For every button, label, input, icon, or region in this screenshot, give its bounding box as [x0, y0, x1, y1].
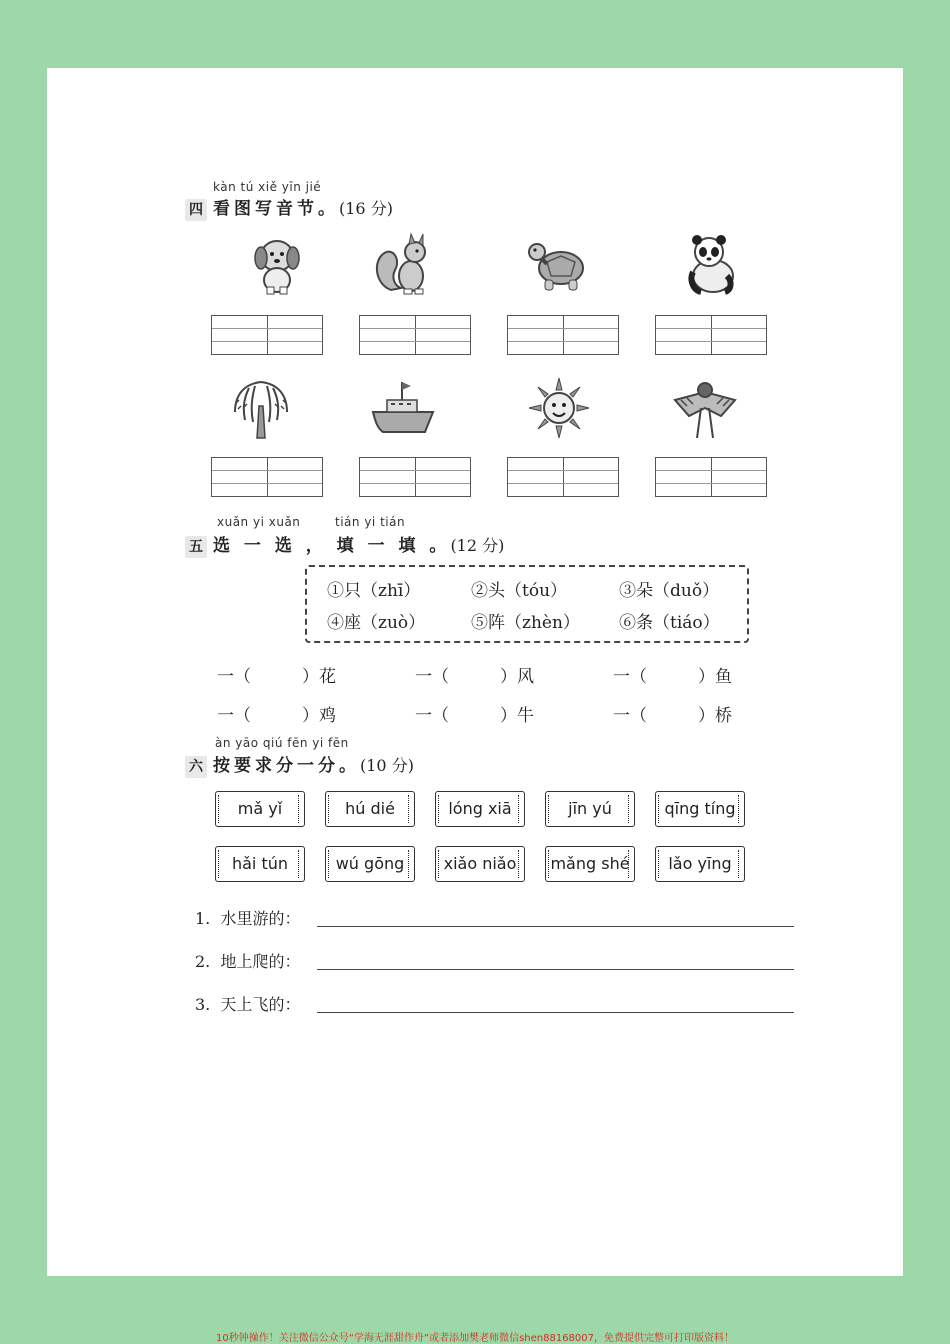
section6-title-text: 按要求分一分。	[213, 756, 360, 776]
option-item: ③朵（duǒ）	[619, 581, 720, 601]
option-item: ⑥条（tiáo）	[619, 613, 720, 633]
question-number: 2.	[195, 952, 211, 971]
fill-blank[interactable]: 一（ ）鸡	[217, 706, 336, 726]
answer-grid[interactable]	[359, 315, 471, 355]
word-card[interactable]: mǎng shé	[545, 846, 635, 882]
word-card[interactable]: qīng tíng	[655, 791, 745, 827]
option-item: ⑤阵（zhèn）	[471, 613, 580, 633]
section5-pinyin-left: xuǎn yi xuǎn	[217, 515, 301, 529]
answer-grid[interactable]	[655, 315, 767, 355]
answer-grid[interactable]	[507, 315, 619, 355]
option-item: ①只（zhī）	[327, 581, 421, 601]
word-card[interactable]: hǎi tún	[215, 846, 305, 882]
answer-line[interactable]	[317, 969, 794, 970]
question-text: 水里游的：	[220, 909, 301, 928]
section6-pinyin: àn yāo qiú fēn yi fēn	[215, 736, 349, 750]
worksheet-page	[47, 68, 903, 1276]
fill-blank[interactable]: 一（ ）鱼	[613, 667, 732, 687]
question-1	[195, 906, 300, 929]
fill-blank[interactable]: 一（ ）桥	[613, 706, 732, 726]
answer-grid[interactable]	[211, 315, 323, 355]
puppy-icon	[245, 232, 309, 296]
answer-grid[interactable]	[359, 457, 471, 497]
option-item: ②头（tóu）	[471, 581, 568, 601]
answer-grid[interactable]	[507, 457, 619, 497]
section4-title-text: 看图写音节。	[213, 199, 339, 219]
option-item: ④座（zuò）	[327, 613, 426, 633]
answer-line[interactable]	[317, 926, 794, 927]
panda-icon	[679, 232, 743, 296]
section6-title	[185, 751, 414, 778]
willow-tree-icon	[229, 376, 293, 440]
section5-number: 五	[185, 536, 207, 558]
question-number: 1.	[195, 909, 211, 928]
footer-notice: 10秒钟操作！关注微信公众号“学海无涯甜作舟”或者添加樊老师微信shen88168007，免费提供完整可打印版资料！	[215, 1333, 735, 1344]
section5-title-text: 选 一 选 ， 填 一 填 。	[213, 536, 451, 556]
section5-title	[185, 531, 504, 558]
answer-line[interactable]	[317, 1012, 794, 1013]
word-card[interactable]: lǎo yīng	[655, 846, 745, 882]
section6-number: 六	[185, 756, 207, 778]
word-card[interactable]: wú gōng	[325, 846, 415, 882]
kite-icon	[673, 376, 737, 440]
section4-score: (16 分)	[339, 199, 393, 218]
fill-blank[interactable]: 一（ ）风	[415, 667, 534, 687]
question-number: 3.	[195, 995, 211, 1014]
turtle-icon	[525, 232, 589, 296]
section4-title	[185, 194, 393, 221]
question-text: 天上飞的：	[220, 995, 301, 1014]
word-card[interactable]: hú dié	[325, 791, 415, 827]
question-3	[195, 992, 300, 1015]
section4-pinyin: kàn tú xiě yīn jié	[213, 180, 322, 194]
word-card[interactable]: jīn yú	[545, 791, 635, 827]
sun-icon	[527, 376, 591, 440]
word-card[interactable]: mǎ yǐ	[215, 791, 305, 827]
squirrel-icon	[371, 232, 435, 296]
fill-blank[interactable]: 一（ ）花	[217, 667, 336, 687]
word-card[interactable]: xiǎo niǎo	[435, 846, 525, 882]
section4-number: 四	[185, 199, 207, 221]
section5-score: (12 分)	[450, 536, 505, 555]
section6-score: (10 分)	[360, 756, 414, 775]
section5-pinyin-right: tián yi tián	[335, 515, 406, 529]
answer-grid[interactable]	[655, 457, 767, 497]
word-card[interactable]: lóng xiā	[435, 791, 525, 827]
answer-grid[interactable]	[211, 457, 323, 497]
question-2	[195, 949, 300, 972]
fill-blank[interactable]: 一（ ）牛	[415, 706, 534, 726]
boat-icon	[371, 376, 435, 440]
question-text: 地上爬的：	[220, 952, 301, 971]
